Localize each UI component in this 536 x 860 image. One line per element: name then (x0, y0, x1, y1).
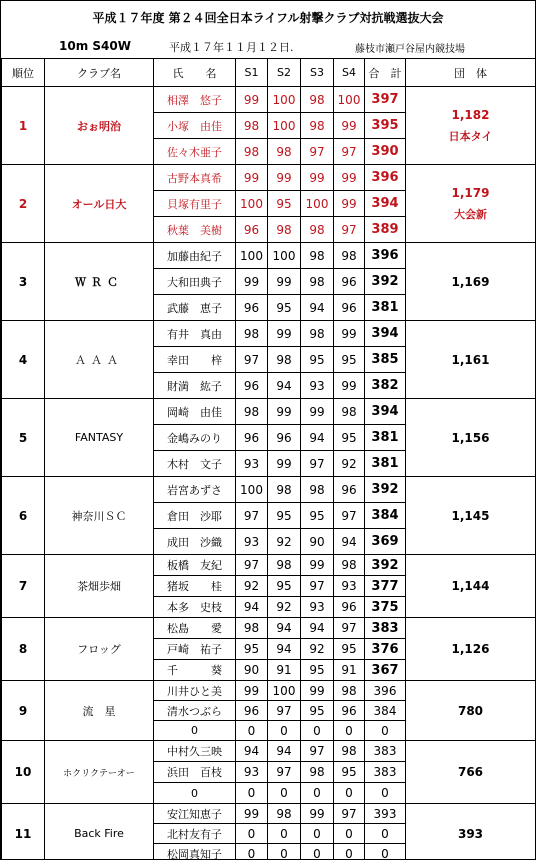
rank-cell: 4 (2, 321, 45, 399)
team-score: 393 (457, 826, 484, 841)
series-1-score-cell: 93 (236, 762, 268, 783)
col-team: 団 体 (406, 59, 536, 87)
team-score: 780 (457, 703, 484, 718)
table-row (2, 618, 536, 639)
total-score-cell: 395 (365, 113, 406, 139)
record-note: 大会新 (454, 207, 487, 221)
series-1-score-cell: 94 (236, 741, 268, 762)
series-1-score-cell: 0 (236, 783, 268, 804)
total-score-cell: 382 (365, 373, 406, 399)
table-row (2, 681, 536, 701)
total-score-cell: 390 (365, 139, 406, 165)
series-1-score-cell: 100 (236, 243, 268, 269)
col-rank: 順位 (2, 59, 45, 87)
event-date: 平成１７年１１月１２日. (169, 41, 294, 54)
series-4-score-cell: 99 (334, 191, 365, 217)
series-4-score-cell: 95 (334, 347, 365, 373)
shooter-name-cell: 本多 史枝 (154, 597, 236, 618)
shooter-name-cell: 小塚 由佳 (154, 113, 236, 139)
series-3-score-cell: 95 (301, 660, 334, 681)
shooter-name-cell: 浜田 百枝 (154, 762, 236, 783)
total-score-cell: 389 (365, 217, 406, 243)
total-score-cell: 396 (365, 165, 406, 191)
series-4-score-cell: 95 (334, 639, 365, 660)
series-3-score-cell: 95 (301, 347, 334, 373)
series-1-score-cell: 93 (236, 529, 268, 555)
series-3-score-cell: 98 (301, 113, 334, 139)
series-2-score-cell: 100 (268, 681, 301, 701)
series-1-score-cell: 99 (236, 269, 268, 295)
series-1-score-cell: 99 (236, 87, 268, 113)
series-2-score-cell: 100 (268, 113, 301, 139)
team-score: 1,144 (451, 579, 490, 593)
series-2-score-cell: 98 (268, 139, 301, 165)
series-2-score-cell: 94 (268, 618, 301, 639)
series-4-score-cell: 96 (334, 295, 365, 321)
series-2-score-cell: 95 (268, 503, 301, 529)
series-4-score-cell: 99 (334, 113, 365, 139)
series-3-score-cell: 98 (301, 217, 334, 243)
series-3-score-cell: 95 (301, 503, 334, 529)
series-4-score-cell: 97 (334, 503, 365, 529)
series-3-score-cell: 92 (301, 639, 334, 660)
rank-cell: 3 (2, 243, 45, 321)
series-4-score-cell: 98 (334, 681, 365, 701)
team-total-cell (406, 555, 536, 618)
shooter-name-cell: 幸田 梓 (154, 347, 236, 373)
series-2-score-cell: 99 (268, 321, 301, 347)
series-2-score-cell: 98 (268, 477, 301, 503)
shooter-name-cell: 加藤由紀子 (154, 243, 236, 269)
series-1-score-cell: 97 (236, 503, 268, 529)
series-4-score-cell: 0 (334, 824, 365, 844)
total-score-cell: 367 (365, 660, 406, 681)
table-row (2, 741, 536, 762)
shooter-name-cell: 倉田 沙耶 (154, 503, 236, 529)
total-score-cell: 381 (365, 425, 406, 451)
club-name-cell: 流 星 (45, 681, 154, 741)
series-3-score-cell: 90 (301, 529, 334, 555)
series-4-score-cell: 96 (334, 597, 365, 618)
table-row (2, 243, 536, 269)
shooter-name-cell: 古野本真希 (154, 165, 236, 191)
shooter-name-cell: 川井ひと美 (154, 681, 236, 701)
series-2-score-cell: 94 (268, 741, 301, 762)
series-4-score-cell: 98 (334, 741, 365, 762)
series-2-score-cell: 92 (268, 597, 301, 618)
series-1-score-cell: 99 (236, 165, 268, 191)
series-3-score-cell: 97 (301, 451, 334, 477)
series-3-score-cell: 98 (301, 243, 334, 269)
team-total-cell (406, 804, 536, 860)
series-1-score-cell: 98 (236, 321, 268, 347)
series-4-score-cell: 97 (334, 618, 365, 639)
club-name-cell: 茶畑歩畑 (45, 555, 154, 618)
club-name-cell: FANTASY (45, 399, 154, 477)
rank-cell: 2 (2, 165, 45, 243)
table-row (2, 804, 536, 824)
shooter-name-cell: 中村久三映 (154, 741, 236, 762)
series-3-score-cell: 99 (301, 165, 334, 191)
series-4-score-cell: 99 (334, 165, 365, 191)
series-4-score-cell: 97 (334, 217, 365, 243)
series-4-score-cell: 0 (334, 844, 365, 860)
team-score: 1,161 (451, 352, 490, 367)
total-score-cell: 0 (365, 721, 406, 741)
rank-cell: 8 (2, 618, 45, 681)
series-1-score-cell: 99 (236, 681, 268, 701)
series-3-score-cell: 98 (301, 321, 334, 347)
series-3-score-cell: 99 (301, 681, 334, 701)
series-2-score-cell: 95 (268, 295, 301, 321)
total-score-cell: 381 (365, 451, 406, 477)
shooter-name-cell: 成田 沙織 (154, 529, 236, 555)
series-3-score-cell: 0 (301, 783, 334, 804)
series-2-score-cell: 0 (268, 824, 301, 844)
shooter-name-cell: 安江知恵子 (154, 804, 236, 824)
series-3-score-cell: 94 (301, 618, 334, 639)
table-row (2, 321, 536, 347)
page-title: 平成１７年度 第２４回全日本ライフル射撃クラブ対抗戦選抜大会 (92, 11, 444, 25)
total-score-cell: 0 (365, 824, 406, 844)
col-s3: S3 (301, 59, 334, 87)
col-s2: S2 (268, 59, 301, 87)
team-total-cell (406, 243, 536, 321)
series-4-score-cell: 94 (334, 529, 365, 555)
series-3-score-cell: 99 (301, 555, 334, 576)
series-3-score-cell: 99 (301, 399, 334, 425)
shooter-name-cell: 清水つぶら (154, 701, 236, 721)
shooter-name-cell: 猪坂 桂 (154, 576, 236, 597)
series-4-score-cell: 91 (334, 660, 365, 681)
total-score-cell: 383 (365, 741, 406, 762)
series-1-score-cell: 96 (236, 701, 268, 721)
rank-cell: 9 (2, 681, 45, 741)
club-name-cell: ホクリクテーオー (45, 741, 154, 804)
series-4-score-cell: 0 (334, 721, 365, 741)
series-4-score-cell: 98 (334, 399, 365, 425)
series-4-score-cell: 99 (334, 321, 365, 347)
team-score: 766 (457, 765, 484, 779)
total-score-cell: 394 (365, 321, 406, 347)
total-score-cell: 392 (365, 477, 406, 503)
series-3-score-cell: 93 (301, 373, 334, 399)
series-3-score-cell: 0 (301, 824, 334, 844)
series-2-score-cell: 100 (268, 87, 301, 113)
series-3-score-cell: 97 (301, 139, 334, 165)
club-name-cell: オール日大 (45, 165, 154, 243)
shooter-name-cell: 大和田典子 (154, 269, 236, 295)
total-score-cell: 383 (365, 762, 406, 783)
series-4-score-cell: 95 (334, 425, 365, 451)
shooter-name-cell: 千 葵 (154, 660, 236, 681)
shooter-name-cell: 0 (154, 783, 236, 804)
club-name-cell: Back Fire (45, 804, 154, 860)
series-1-score-cell: 98 (236, 618, 268, 639)
series-4-score-cell: 96 (334, 477, 365, 503)
series-1-score-cell: 0 (236, 721, 268, 741)
series-2-score-cell: 94 (268, 373, 301, 399)
series-2-score-cell: 0 (268, 721, 301, 741)
total-score-cell: 396 (365, 681, 406, 701)
shooter-name-cell: 木村 文子 (154, 451, 236, 477)
team-total-cell (406, 165, 536, 243)
club-name-cell: ＡＡＡ (45, 321, 154, 399)
series-1-score-cell: 99 (236, 804, 268, 824)
series-1-score-cell: 98 (236, 399, 268, 425)
series-1-score-cell: 100 (236, 477, 268, 503)
series-4-score-cell: 97 (334, 804, 365, 824)
series-3-score-cell: 97 (301, 741, 334, 762)
series-1-score-cell: 96 (236, 425, 268, 451)
series-3-score-cell: 97 (301, 576, 334, 597)
series-2-score-cell: 92 (268, 529, 301, 555)
series-1-score-cell: 100 (236, 191, 268, 217)
series-2-score-cell: 95 (268, 191, 301, 217)
series-1-score-cell: 95 (236, 639, 268, 660)
series-4-score-cell: 96 (334, 269, 365, 295)
shooter-name-cell: 武藤 恵子 (154, 295, 236, 321)
col-s1: S1 (236, 59, 268, 87)
total-score-cell: 394 (365, 399, 406, 425)
team-total-cell (406, 477, 536, 555)
series-4-score-cell: 97 (334, 139, 365, 165)
series-3-score-cell: 98 (301, 762, 334, 783)
table-row (2, 477, 536, 503)
total-score-cell: 384 (365, 503, 406, 529)
series-2-score-cell: 100 (268, 243, 301, 269)
team-score: 1,156 (451, 430, 490, 445)
shooter-name-cell: 相澤 悠子 (154, 87, 236, 113)
series-3-score-cell: 0 (301, 721, 334, 741)
table-row (2, 87, 536, 113)
shooter-name-cell: 貝塚有里子 (154, 191, 236, 217)
header-row (2, 59, 536, 87)
col-name: 氏 名 (154, 59, 236, 87)
series-2-score-cell: 96 (268, 425, 301, 451)
rank-cell: 6 (2, 477, 45, 555)
team-total-cell (406, 681, 536, 741)
series-2-score-cell: 91 (268, 660, 301, 681)
total-score-cell: 396 (365, 243, 406, 269)
series-2-score-cell: 94 (268, 639, 301, 660)
series-3-score-cell: 94 (301, 295, 334, 321)
series-2-score-cell: 98 (268, 804, 301, 824)
team-score: 1,169 (451, 274, 490, 289)
series-1-score-cell: 94 (236, 597, 268, 618)
series-1-score-cell: 0 (236, 844, 268, 860)
rank-cell: 5 (2, 399, 45, 477)
team-total-cell (406, 321, 536, 399)
event-info (1, 35, 535, 58)
shooter-name-cell: 岩宮あずさ (154, 477, 236, 503)
event-venue: 藤枝市瀬戸谷屋内競技場 (355, 44, 465, 55)
series-4-score-cell: 95 (334, 762, 365, 783)
col-total: 合 計 (365, 59, 406, 87)
series-1-score-cell: 93 (236, 451, 268, 477)
team-total-cell (406, 399, 536, 477)
team-score: 1,126 (451, 642, 490, 656)
series-2-score-cell: 98 (268, 347, 301, 373)
series-2-score-cell: 0 (268, 844, 301, 860)
team-score: 1,145 (451, 508, 490, 523)
total-score-cell: 375 (365, 597, 406, 618)
series-2-score-cell: 99 (268, 399, 301, 425)
series-3-score-cell: 98 (301, 87, 334, 113)
series-2-score-cell: 97 (268, 701, 301, 721)
col-s4: S4 (334, 59, 365, 87)
team-score: 1,179 (451, 185, 490, 200)
series-3-score-cell: 100 (301, 191, 334, 217)
shooter-name-cell: 板橋 友紀 (154, 555, 236, 576)
total-score-cell: 394 (365, 191, 406, 217)
series-3-score-cell: 98 (301, 269, 334, 295)
shooter-name-cell: 財満 紘子 (154, 373, 236, 399)
total-score-cell: 384 (365, 701, 406, 721)
series-3-score-cell: 95 (301, 701, 334, 721)
total-score-cell: 392 (365, 269, 406, 295)
table-row (2, 399, 536, 425)
record-note: 日本タイ (448, 129, 493, 143)
team-total-cell (406, 87, 536, 165)
team-score: 1,182 (451, 107, 490, 122)
series-3-score-cell: 94 (301, 425, 334, 451)
series-1-score-cell: 98 (236, 113, 268, 139)
total-score-cell: 397 (365, 87, 406, 113)
club-name-cell: おぉ明治 (45, 87, 154, 165)
total-score-cell: 376 (365, 639, 406, 660)
shooter-name-cell: 戸崎 祐子 (154, 639, 236, 660)
rank-cell: 1 (2, 87, 45, 165)
series-1-score-cell: 92 (236, 576, 268, 597)
rank-cell: 7 (2, 555, 45, 618)
series-1-score-cell: 90 (236, 660, 268, 681)
shooter-name-cell: 北村友有子 (154, 824, 236, 844)
club-name-cell: フロッグ (45, 618, 154, 681)
shooter-name-cell: 0 (154, 721, 236, 741)
series-2-score-cell: 98 (268, 217, 301, 243)
club-name-cell: 神奈川ＳＣ (45, 477, 154, 555)
results-body (2, 87, 536, 860)
total-score-cell: 392 (365, 555, 406, 576)
series-1-score-cell: 97 (236, 555, 268, 576)
series-3-score-cell: 99 (301, 804, 334, 824)
table-row (2, 555, 536, 576)
event-name: 10m S40W (59, 39, 131, 53)
total-score-cell: 385 (365, 347, 406, 373)
total-score-cell: 0 (365, 783, 406, 804)
series-4-score-cell: 0 (334, 783, 365, 804)
shooter-name-cell: 岡崎 由佳 (154, 399, 236, 425)
team-total-cell (406, 741, 536, 804)
rank-cell: 10 (2, 741, 45, 804)
total-score-cell: 369 (365, 529, 406, 555)
shooter-name-cell: 佐々木亜子 (154, 139, 236, 165)
series-3-score-cell: 93 (301, 597, 334, 618)
series-4-score-cell: 93 (334, 576, 365, 597)
series-1-score-cell: 98 (236, 139, 268, 165)
series-2-score-cell: 99 (268, 269, 301, 295)
total-score-cell: 381 (365, 295, 406, 321)
series-1-score-cell: 96 (236, 373, 268, 399)
series-4-score-cell: 98 (334, 243, 365, 269)
series-2-score-cell: 97 (268, 762, 301, 783)
series-4-score-cell: 98 (334, 555, 365, 576)
table-row (2, 165, 536, 191)
series-3-score-cell: 0 (301, 844, 334, 860)
total-score-cell: 383 (365, 618, 406, 639)
total-score-cell: 0 (365, 844, 406, 860)
series-1-score-cell: 96 (236, 217, 268, 243)
series-2-score-cell: 0 (268, 783, 301, 804)
series-4-score-cell: 92 (334, 451, 365, 477)
series-2-score-cell: 99 (268, 165, 301, 191)
total-score-cell: 393 (365, 804, 406, 824)
club-name-cell: ＷＲＣ (45, 243, 154, 321)
series-3-score-cell: 98 (301, 477, 334, 503)
series-4-score-cell: 96 (334, 701, 365, 721)
results-table (1, 58, 536, 860)
total-score-cell: 377 (365, 576, 406, 597)
series-1-score-cell: 0 (236, 824, 268, 844)
series-4-score-cell: 99 (334, 373, 365, 399)
team-total-cell (406, 618, 536, 681)
series-2-score-cell: 95 (268, 576, 301, 597)
shooter-name-cell: 有井 真由 (154, 321, 236, 347)
col-club: クラブ名 (45, 59, 154, 87)
series-1-score-cell: 96 (236, 295, 268, 321)
series-2-score-cell: 99 (268, 451, 301, 477)
shooter-name-cell: 秋葉 美樹 (154, 217, 236, 243)
series-4-score-cell: 100 (334, 87, 365, 113)
series-2-score-cell: 98 (268, 555, 301, 576)
shooter-name-cell: 金嶋みのり (154, 425, 236, 451)
shooter-name-cell: 松岡真知子 (154, 844, 236, 860)
shooter-name-cell: 松島 愛 (154, 618, 236, 639)
series-1-score-cell: 97 (236, 347, 268, 373)
rank-cell: 11 (2, 804, 45, 860)
